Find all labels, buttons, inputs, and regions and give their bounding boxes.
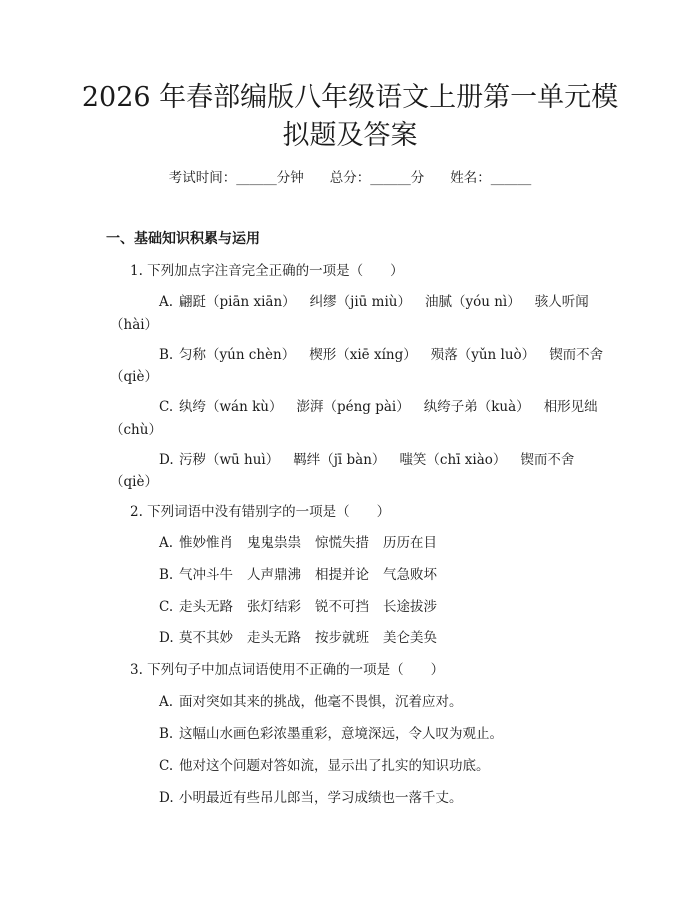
- option-item: 按步就班: [315, 630, 369, 646]
- option-item: 锲而不舍: [549, 347, 604, 363]
- option-item: 张灯结彩: [247, 599, 301, 615]
- option-item: 纠缪（jiū miù）: [309, 294, 411, 310]
- question-1-option-c: [159, 397, 612, 417]
- option-item: 人声鼎沸: [247, 567, 301, 583]
- option-item: 气冲斗牛: [179, 567, 233, 583]
- section-heading: 一、基础知识积累与运用: [106, 231, 260, 247]
- option-item: 楔形（xiē xíng）: [309, 347, 417, 363]
- question-1-option-c-wrap: （chù）: [110, 422, 162, 438]
- question-3-option-a: [159, 692, 463, 712]
- question-3-option-d: [159, 788, 463, 808]
- question-1-option-b: [159, 345, 617, 365]
- option-item: 污秽（wū huì）: [179, 452, 280, 468]
- option-item: 走头无路: [179, 599, 233, 615]
- question-3-option-c: [159, 756, 490, 776]
- option-text: 面对突如其来的挑战，他毫不畏惧，沉着应对。: [179, 694, 463, 710]
- option-item: 骇人听闻: [534, 294, 589, 310]
- question-3-stem: 3. 下列句子中加点词语使用不正确的一项是（ ）: [130, 662, 445, 678]
- question-2-option-d: [159, 628, 451, 648]
- option-text: 小明最近有些吊儿郎当，学习成绩也一落千丈。: [179, 790, 463, 806]
- option-letter: C.: [159, 399, 174, 415]
- option-item: 匀称（yún chèn）: [179, 347, 296, 363]
- option-item: 殒落（yǔn luò）: [430, 347, 536, 363]
- option-item: 鬼鬼祟祟: [247, 535, 301, 551]
- option-text: 他对这个问题对答如流，显示出了扎实的知识功底。: [179, 758, 490, 774]
- option-letter: D.: [159, 790, 174, 806]
- page-title-line2: 拟题及答案: [282, 120, 418, 151]
- option-item: 走头无路: [247, 630, 301, 646]
- option-letter: C.: [159, 758, 174, 774]
- question-2-option-b: [159, 565, 451, 585]
- option-letter: B.: [159, 726, 174, 742]
- option-letter: A.: [159, 535, 174, 551]
- option-letter: A.: [159, 694, 174, 710]
- option-item: 锲而不舍: [520, 452, 575, 468]
- option-letter: B.: [159, 347, 174, 363]
- option-item: 纨绔（wán kù）: [179, 399, 283, 415]
- option-item: 羁绊（jī bàn）: [293, 452, 386, 468]
- option-item: 翩跹（piān xiān）: [179, 294, 296, 310]
- question-1-option-a-wrap: （hài）: [110, 317, 159, 333]
- question-1-option-a: [159, 292, 603, 312]
- option-letter: B.: [159, 567, 174, 583]
- option-item: 相形见绌: [543, 399, 598, 415]
- option-item: 嗤笑（chī xiào）: [399, 452, 507, 468]
- question-2-option-a: [159, 533, 451, 553]
- option-text: 这幅山水画色彩浓墨重彩，意境深远，令人叹为观止。: [179, 726, 503, 742]
- option-letter: D.: [159, 452, 174, 468]
- option-item: 长途拔涉: [383, 599, 437, 615]
- student-name-field: 姓名：______: [450, 170, 532, 186]
- exam-time-field: 考试时间：______分钟: [168, 170, 304, 186]
- question-1-option-d: [159, 450, 588, 470]
- option-item: 美仑美奂: [383, 630, 437, 646]
- option-letter: C.: [159, 599, 174, 615]
- option-item: 相提并论: [315, 567, 369, 583]
- option-letter: D.: [159, 630, 174, 646]
- total-score-field: 总分：______分: [329, 170, 425, 186]
- option-item: 惊慌失措: [315, 535, 369, 551]
- question-3-option-b: [159, 724, 503, 744]
- question-1-option-b-wrap: （qiè）: [110, 369, 158, 385]
- question-2-option-c: [159, 597, 451, 617]
- option-item: 莫不其妙: [179, 630, 233, 646]
- option-item: 气急败坏: [383, 567, 437, 583]
- option-item: 纨绔子弟（kuà）: [423, 399, 530, 415]
- option-item: 澎湃（péng pài）: [296, 399, 410, 415]
- question-1-option-d-wrap: （qiè）: [110, 474, 158, 490]
- option-letter: A.: [159, 294, 174, 310]
- option-item: 油腻（yóu nì）: [424, 294, 521, 310]
- option-item: 历历在目: [383, 535, 437, 551]
- option-item: 惟妙惟肖: [179, 535, 233, 551]
- page-title-line1: 2026 年春部编版八年级语文上册第一单元模: [81, 82, 619, 113]
- question-1-stem: 1. 下列加点字注音完全正确的一项是（ ）: [130, 263, 404, 279]
- question-2-stem: 2. 下列词语中没有错别字的一项是（ ）: [130, 504, 391, 520]
- option-item: 锐不可挡: [315, 599, 369, 615]
- exam-meta: [0, 168, 700, 188]
